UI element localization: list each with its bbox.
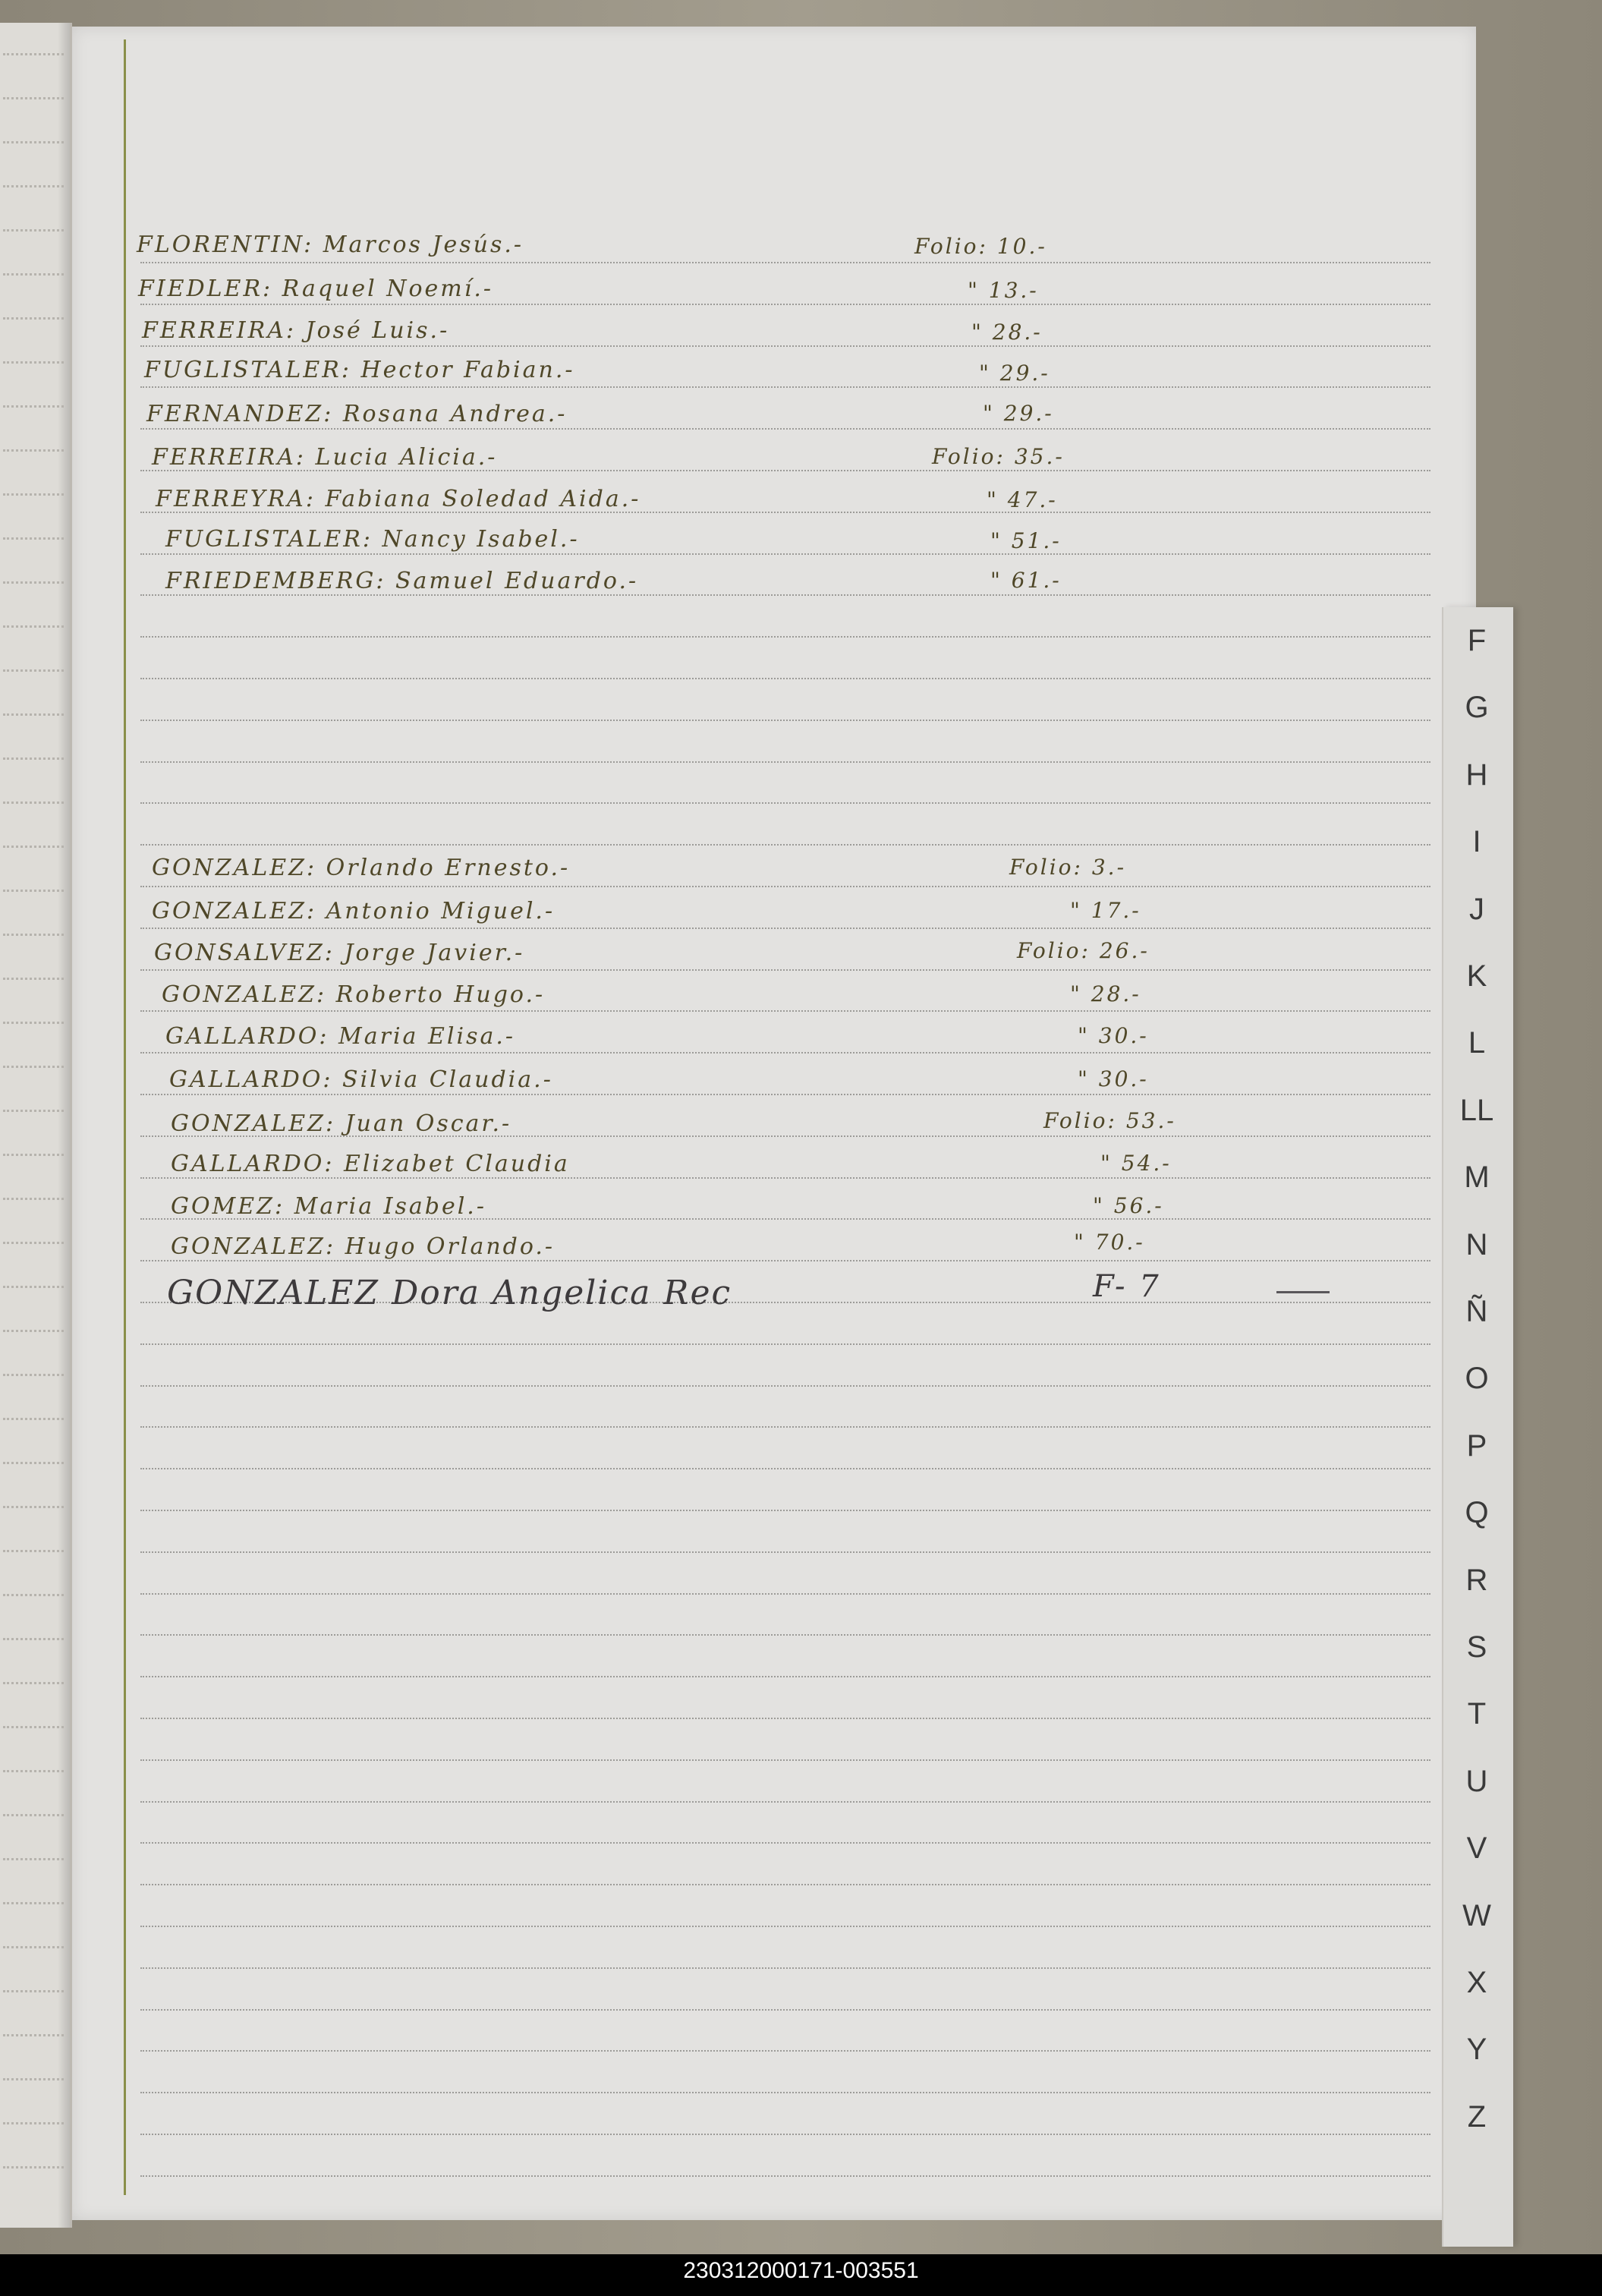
left-page-rule bbox=[3, 1594, 64, 1596]
index-letter[interactable]: Ñ bbox=[1465, 1295, 1488, 1328]
index-letter[interactable]: W bbox=[1462, 1899, 1491, 1932]
left-page-rule bbox=[3, 1066, 64, 1068]
left-page-rule bbox=[3, 53, 64, 55]
ruled-line bbox=[140, 1551, 1430, 1553]
index-letter[interactable]: Q bbox=[1465, 1496, 1489, 1529]
ruled-line bbox=[140, 1094, 1430, 1095]
index-letter[interactable]: X bbox=[1466, 1966, 1487, 1999]
left-page-rule bbox=[3, 713, 64, 716]
ruled-line bbox=[140, 1510, 1430, 1511]
left-page-rule bbox=[3, 625, 64, 628]
ruled-line bbox=[140, 1343, 1430, 1345]
entry-name: FLORENTIN: Marcos Jesús.- bbox=[137, 231, 524, 258]
ruled-line bbox=[140, 678, 1430, 679]
entry-folio: " 17.- bbox=[1070, 898, 1141, 923]
left-page-rule bbox=[3, 1638, 64, 1640]
index-letter[interactable]: G bbox=[1465, 691, 1489, 724]
left-page-rule bbox=[3, 361, 64, 364]
left-page-rule bbox=[3, 1418, 64, 1420]
left-page-rule bbox=[3, 405, 64, 408]
ruled-line bbox=[140, 304, 1430, 305]
index-letter[interactable]: U bbox=[1465, 1765, 1488, 1798]
left-page-rule bbox=[3, 1022, 64, 1024]
left-page-rule bbox=[3, 1814, 64, 1816]
entry-name: GONZALEZ: Antonio Miguel.- bbox=[152, 898, 556, 924]
left-page-rule bbox=[3, 978, 64, 980]
index-letter[interactable]: K bbox=[1466, 959, 1487, 993]
ruled-line bbox=[140, 1010, 1430, 1012]
ruled-line bbox=[140, 1967, 1430, 1969]
ruled-line bbox=[140, 1052, 1430, 1054]
left-page-rule bbox=[3, 1242, 64, 1244]
left-page-rule bbox=[3, 2034, 64, 2036]
entry-name: GONZALEZ: Orlando Ernesto.- bbox=[152, 855, 571, 881]
ruled-line bbox=[140, 1926, 1430, 1927]
left-page-rule bbox=[3, 1682, 64, 1684]
left-page-rule bbox=[3, 2078, 64, 2080]
index-letter[interactable]: T bbox=[1467, 1697, 1487, 1731]
entry-name: GONZALEZ: Juan Oscar.- bbox=[171, 1110, 512, 1137]
ruled-line bbox=[140, 2050, 1430, 2052]
index-letter[interactable]: F bbox=[1467, 624, 1487, 657]
index-letter[interactable]: I bbox=[1472, 825, 1481, 858]
ruled-line bbox=[140, 636, 1430, 638]
entry-name: FERREIRA: José Luis.- bbox=[142, 317, 450, 344]
entry-folio: Folio: 53.- bbox=[1043, 1108, 1176, 1133]
ruled-line bbox=[140, 761, 1430, 763]
entry-folio: " 54.- bbox=[1100, 1151, 1172, 1176]
ruled-line bbox=[140, 553, 1430, 555]
index-letter[interactable]: S bbox=[1466, 1630, 1487, 1664]
pen-dash-mark bbox=[1276, 1291, 1330, 1293]
left-page-rule bbox=[3, 934, 64, 936]
entry-folio: " 28.- bbox=[1070, 981, 1141, 1006]
ruled-line bbox=[140, 1634, 1430, 1636]
ruled-line bbox=[140, 2175, 1430, 2177]
entry-name: FIEDLER: Raquel Noemí.- bbox=[138, 276, 494, 302]
ruled-line bbox=[140, 1676, 1430, 1677]
pen-entry-name: GONZALEZ Dora Angelica Rec bbox=[167, 1274, 732, 1312]
entry-name: FERREIRA: Lucia Alicia.- bbox=[152, 444, 498, 471]
entry-folio: " 30.- bbox=[1078, 1023, 1149, 1048]
entry-name: GALLARDO: Maria Elisa.- bbox=[165, 1023, 516, 1050]
ruled-line bbox=[140, 1468, 1430, 1469]
image-caption: 230312000171-003551 bbox=[683, 2258, 919, 2283]
ruled-line bbox=[140, 1842, 1430, 1844]
entry-folio: " 29.- bbox=[983, 401, 1054, 426]
ruled-line bbox=[140, 802, 1430, 804]
left-page-rule bbox=[3, 581, 64, 584]
left-page-rule bbox=[3, 669, 64, 672]
ruled-line bbox=[140, 1426, 1430, 1428]
left-page-rule bbox=[3, 1990, 64, 1992]
ruled-line bbox=[140, 720, 1430, 721]
left-page-rule bbox=[3, 846, 64, 848]
entry-folio: " 51.- bbox=[990, 528, 1062, 553]
ruled-line bbox=[140, 2092, 1430, 2093]
ruled-line bbox=[140, 2134, 1430, 2135]
left-page-rule bbox=[3, 802, 64, 804]
left-page-rule bbox=[3, 1506, 64, 1508]
ruled-line bbox=[140, 345, 1430, 347]
ruled-line bbox=[140, 886, 1430, 887]
entry-name: FRIEDEMBERG: Samuel Eduardo.- bbox=[165, 568, 639, 594]
entry-folio: " 61.- bbox=[990, 568, 1062, 593]
left-page-rule bbox=[3, 185, 64, 187]
index-letter[interactable]: N bbox=[1465, 1228, 1488, 1261]
left-page-edge bbox=[0, 23, 72, 2228]
entry-name: FERNANDEZ: Rosana Andrea.- bbox=[146, 401, 568, 427]
left-page-rule bbox=[3, 1770, 64, 1772]
ruled-line bbox=[140, 928, 1430, 929]
index-letter[interactable]: P bbox=[1466, 1429, 1487, 1463]
entry-folio: Folio: 26.- bbox=[1017, 938, 1150, 963]
ruled-line bbox=[140, 1177, 1430, 1179]
entry-name: GONZALEZ: Roberto Hugo.- bbox=[162, 981, 546, 1008]
ruled-line bbox=[140, 1593, 1430, 1595]
entry-folio: " 29.- bbox=[979, 361, 1050, 386]
ruled-line bbox=[140, 1260, 1430, 1261]
left-page-rule bbox=[3, 449, 64, 452]
entry-folio: Folio: 3.- bbox=[1009, 855, 1127, 880]
pen-entry-folio: F- 7 bbox=[1093, 1269, 1161, 1304]
left-page-rule bbox=[3, 1154, 64, 1156]
left-page-rule bbox=[3, 1330, 64, 1332]
left-page-rule bbox=[3, 493, 64, 496]
entry-name: GONZALEZ: Hugo Orlando.- bbox=[171, 1233, 556, 1260]
left-page-rule bbox=[3, 1858, 64, 1860]
left-page-rule bbox=[3, 1726, 64, 1728]
ruled-line bbox=[140, 594, 1430, 596]
left-page-rule bbox=[3, 1286, 64, 1288]
spine-shadow bbox=[58, 23, 70, 2228]
entry-name: GONSALVEZ: Jorge Javier.- bbox=[154, 940, 525, 966]
index-letter[interactable]: J bbox=[1469, 893, 1484, 926]
entry-name: GOMEZ: Maria Isabel.- bbox=[171, 1193, 486, 1220]
left-page-rule bbox=[3, 1110, 64, 1112]
index-letter[interactable]: Z bbox=[1467, 2100, 1487, 2134]
entry-folio: " 47.- bbox=[987, 487, 1058, 512]
index-letter[interactable]: L bbox=[1468, 1026, 1486, 1060]
index-letter[interactable]: H bbox=[1465, 758, 1488, 792]
left-page-rule bbox=[3, 141, 64, 143]
entry-folio: " 28.- bbox=[971, 320, 1043, 345]
left-page-rule bbox=[3, 1902, 64, 1904]
ruled-line bbox=[140, 1801, 1430, 1803]
ruled-line bbox=[140, 1385, 1430, 1387]
entry-name: GALLARDO: Silvia Claudia.- bbox=[169, 1066, 553, 1093]
left-page-rule bbox=[3, 1946, 64, 1948]
entry-folio: Folio: 10.- bbox=[914, 234, 1047, 259]
left-page-rule bbox=[3, 537, 64, 540]
ruled-line bbox=[140, 844, 1430, 846]
index-letter[interactable]: R bbox=[1465, 1564, 1488, 1597]
ruled-line bbox=[140, 1884, 1430, 1885]
left-page-rule bbox=[3, 890, 64, 892]
entry-folio: " 30.- bbox=[1078, 1066, 1149, 1091]
left-page-rule bbox=[3, 1462, 64, 1464]
ruled-line bbox=[140, 2009, 1430, 2011]
left-page-rule bbox=[3, 757, 64, 760]
entry-folio: " 13.- bbox=[968, 278, 1039, 303]
ruled-line bbox=[140, 428, 1430, 430]
entry-name: FUGLISTALER: Hector Fabian.- bbox=[144, 357, 575, 383]
left-page-rule bbox=[3, 2122, 64, 2124]
left-page-rule bbox=[3, 1550, 64, 1552]
ruled-line bbox=[140, 262, 1430, 263]
left-page-rule bbox=[3, 1374, 64, 1376]
left-page-rule bbox=[3, 97, 64, 99]
index-letter[interactable]: M bbox=[1464, 1161, 1490, 1194]
index-letter[interactable]: O bbox=[1465, 1362, 1489, 1395]
margin-line bbox=[124, 39, 126, 2195]
ruled-line bbox=[140, 386, 1430, 388]
ruled-line bbox=[140, 1759, 1430, 1761]
entry-name: FUGLISTALER: Nancy Isabel.- bbox=[165, 526, 580, 553]
left-page-rule bbox=[3, 1198, 64, 1200]
left-page-rule bbox=[3, 273, 64, 276]
left-page-rule bbox=[3, 229, 64, 231]
ruled-line bbox=[140, 1718, 1430, 1719]
index-letter[interactable]: Y bbox=[1466, 2033, 1487, 2066]
left-page-rule bbox=[3, 317, 64, 320]
left-page-rule bbox=[3, 2166, 64, 2168]
entry-folio: " 70.- bbox=[1074, 1230, 1145, 1255]
entry-name: FERREYRA: Fabiana Soledad Aida.- bbox=[156, 486, 641, 512]
entry-name: GALLARDO: Elizabet Claudia bbox=[171, 1151, 570, 1177]
ruled-line bbox=[140, 969, 1430, 971]
entry-folio: " 56.- bbox=[1093, 1193, 1164, 1218]
entry-folio: Folio: 35.- bbox=[932, 444, 1065, 469]
index-letter[interactable]: LL bbox=[1459, 1094, 1494, 1127]
index-letter[interactable]: V bbox=[1466, 1831, 1487, 1865]
